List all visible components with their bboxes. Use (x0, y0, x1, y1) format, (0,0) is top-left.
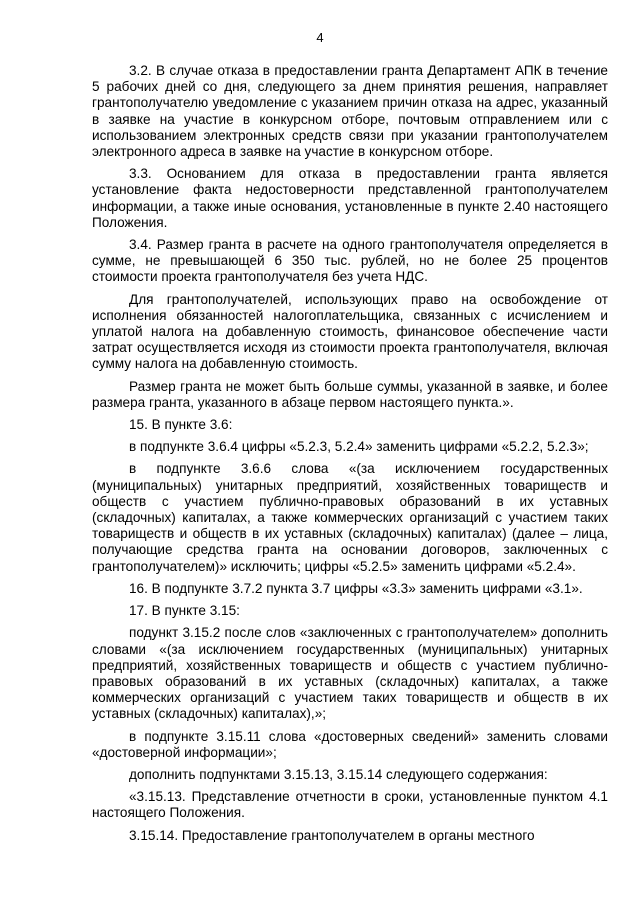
paragraph-item-15: 15. В пункте 3.6: (129, 417, 233, 433)
paragraph-3-4: 3.4. Размер гранта в расчете на одного грантополучателя определяется в сумме, не превышающей 6 350 тыс. рублей, но не более 25 процентов стоимости проекта грантополучателя без учета НДС. (92, 237, 608, 285)
paragraph-add-subitems: дополнить подпунктами 3.15.13, 3.15.14 следующего содержания: (129, 766, 548, 782)
paragraph-3-3: 3.3. Основанием для отказа в предоставлении гранта является установление факта недостоверности представленной грантополучателем информации, а также иные основания, установленные в пункте 2.40 настоящего Положения. (92, 166, 608, 230)
paragraph-item-16: 16. В подпункте 3.7.2 пункта 3.7 цифры «3.3» заменить цифрами «3.1». (129, 580, 583, 596)
paragraph-3-15-14: 3.15.14. Предоставление грантополучателем в органы местного (129, 827, 535, 843)
paragraph-vat-exempt: Для грантополучателей, использующих право на освобождение от исполнения обязанностей налогоплательщика, связанных с исчислением и уплатой налога на добавленную стоимость, финансовое обеспечение части затрат осуществляется исходя из стоимости проекта грантополучателя, включая сумму налога на добавленную стоимость. (92, 291, 608, 372)
paragraph-3-15-11: в подпункте 3.15.11 слова «достоверных сведений» заменить словами «достоверной информации»; (92, 728, 608, 760)
paragraph-3-2: 3.2. В случае отказа в предоставлении гранта Департамент АПК в течение 5 рабочих дней со дня, следующего за днем принятия решения, направляет грантополучателю уведомление с указанием причин отказа на адрес, указанный в заявке на участие в конкурсном отборе, почтовым отправлением или с использованием электронных средств связи при указании грантополучателем электронного адреса в заявке на участие в конкурсном отборе. (92, 63, 608, 160)
paragraph-3-15-13: «3.15.13. Представление отчетности в сроки, установленные пунктом 4.1 настоящего Положения. (92, 789, 608, 821)
paragraph-3-15-2: подункт 3.15.2 после слов «заключенных с грантополучателем» дополнить словами «(за исключением государственных (муниципальных) унитарных предприятий, хозяйственных товариществ и обществ с участием публично-правовых образований в их уставных (складочных) капиталах, а также коммерческих организаций с участием таких товариществ и обществ в их уставных (складочных) капиталах),»; (92, 625, 608, 722)
paragraph-grant-limit: Размер гранта не может быть больше суммы, указанной в заявке, и более размера гранта, указанного в абзаце первом настоящего пункта.». (92, 378, 608, 410)
page-number: 4 (316, 30, 324, 45)
document-body (92, 63, 608, 850)
paragraph-item-17: 17. В пункте 3.15: (129, 603, 240, 619)
paragraph-3-6-6: в подпункте 3.6.6 слова «(за исключением государственных (муниципальных) унитарных предприятий, хозяйственных товариществ и обществ с участием публично-правовых образований в их уставных (складочных) капиталах, а также коммерческих организаций с участием таких товариществ и обществ в их уставных (складочных) капиталах) (далее – лица, получающие средства гранта на основании договоров, заключенных с грантополучателем)» исключить; цифры «5.2.5» заменить цифрами «5.2.4». (92, 461, 608, 574)
paragraph-3-6-4: в подпункте 3.6.4 цифры «5.2.3, 5.2.4» заменить цифрами «5.2.2, 5.2.3»; (129, 439, 589, 455)
